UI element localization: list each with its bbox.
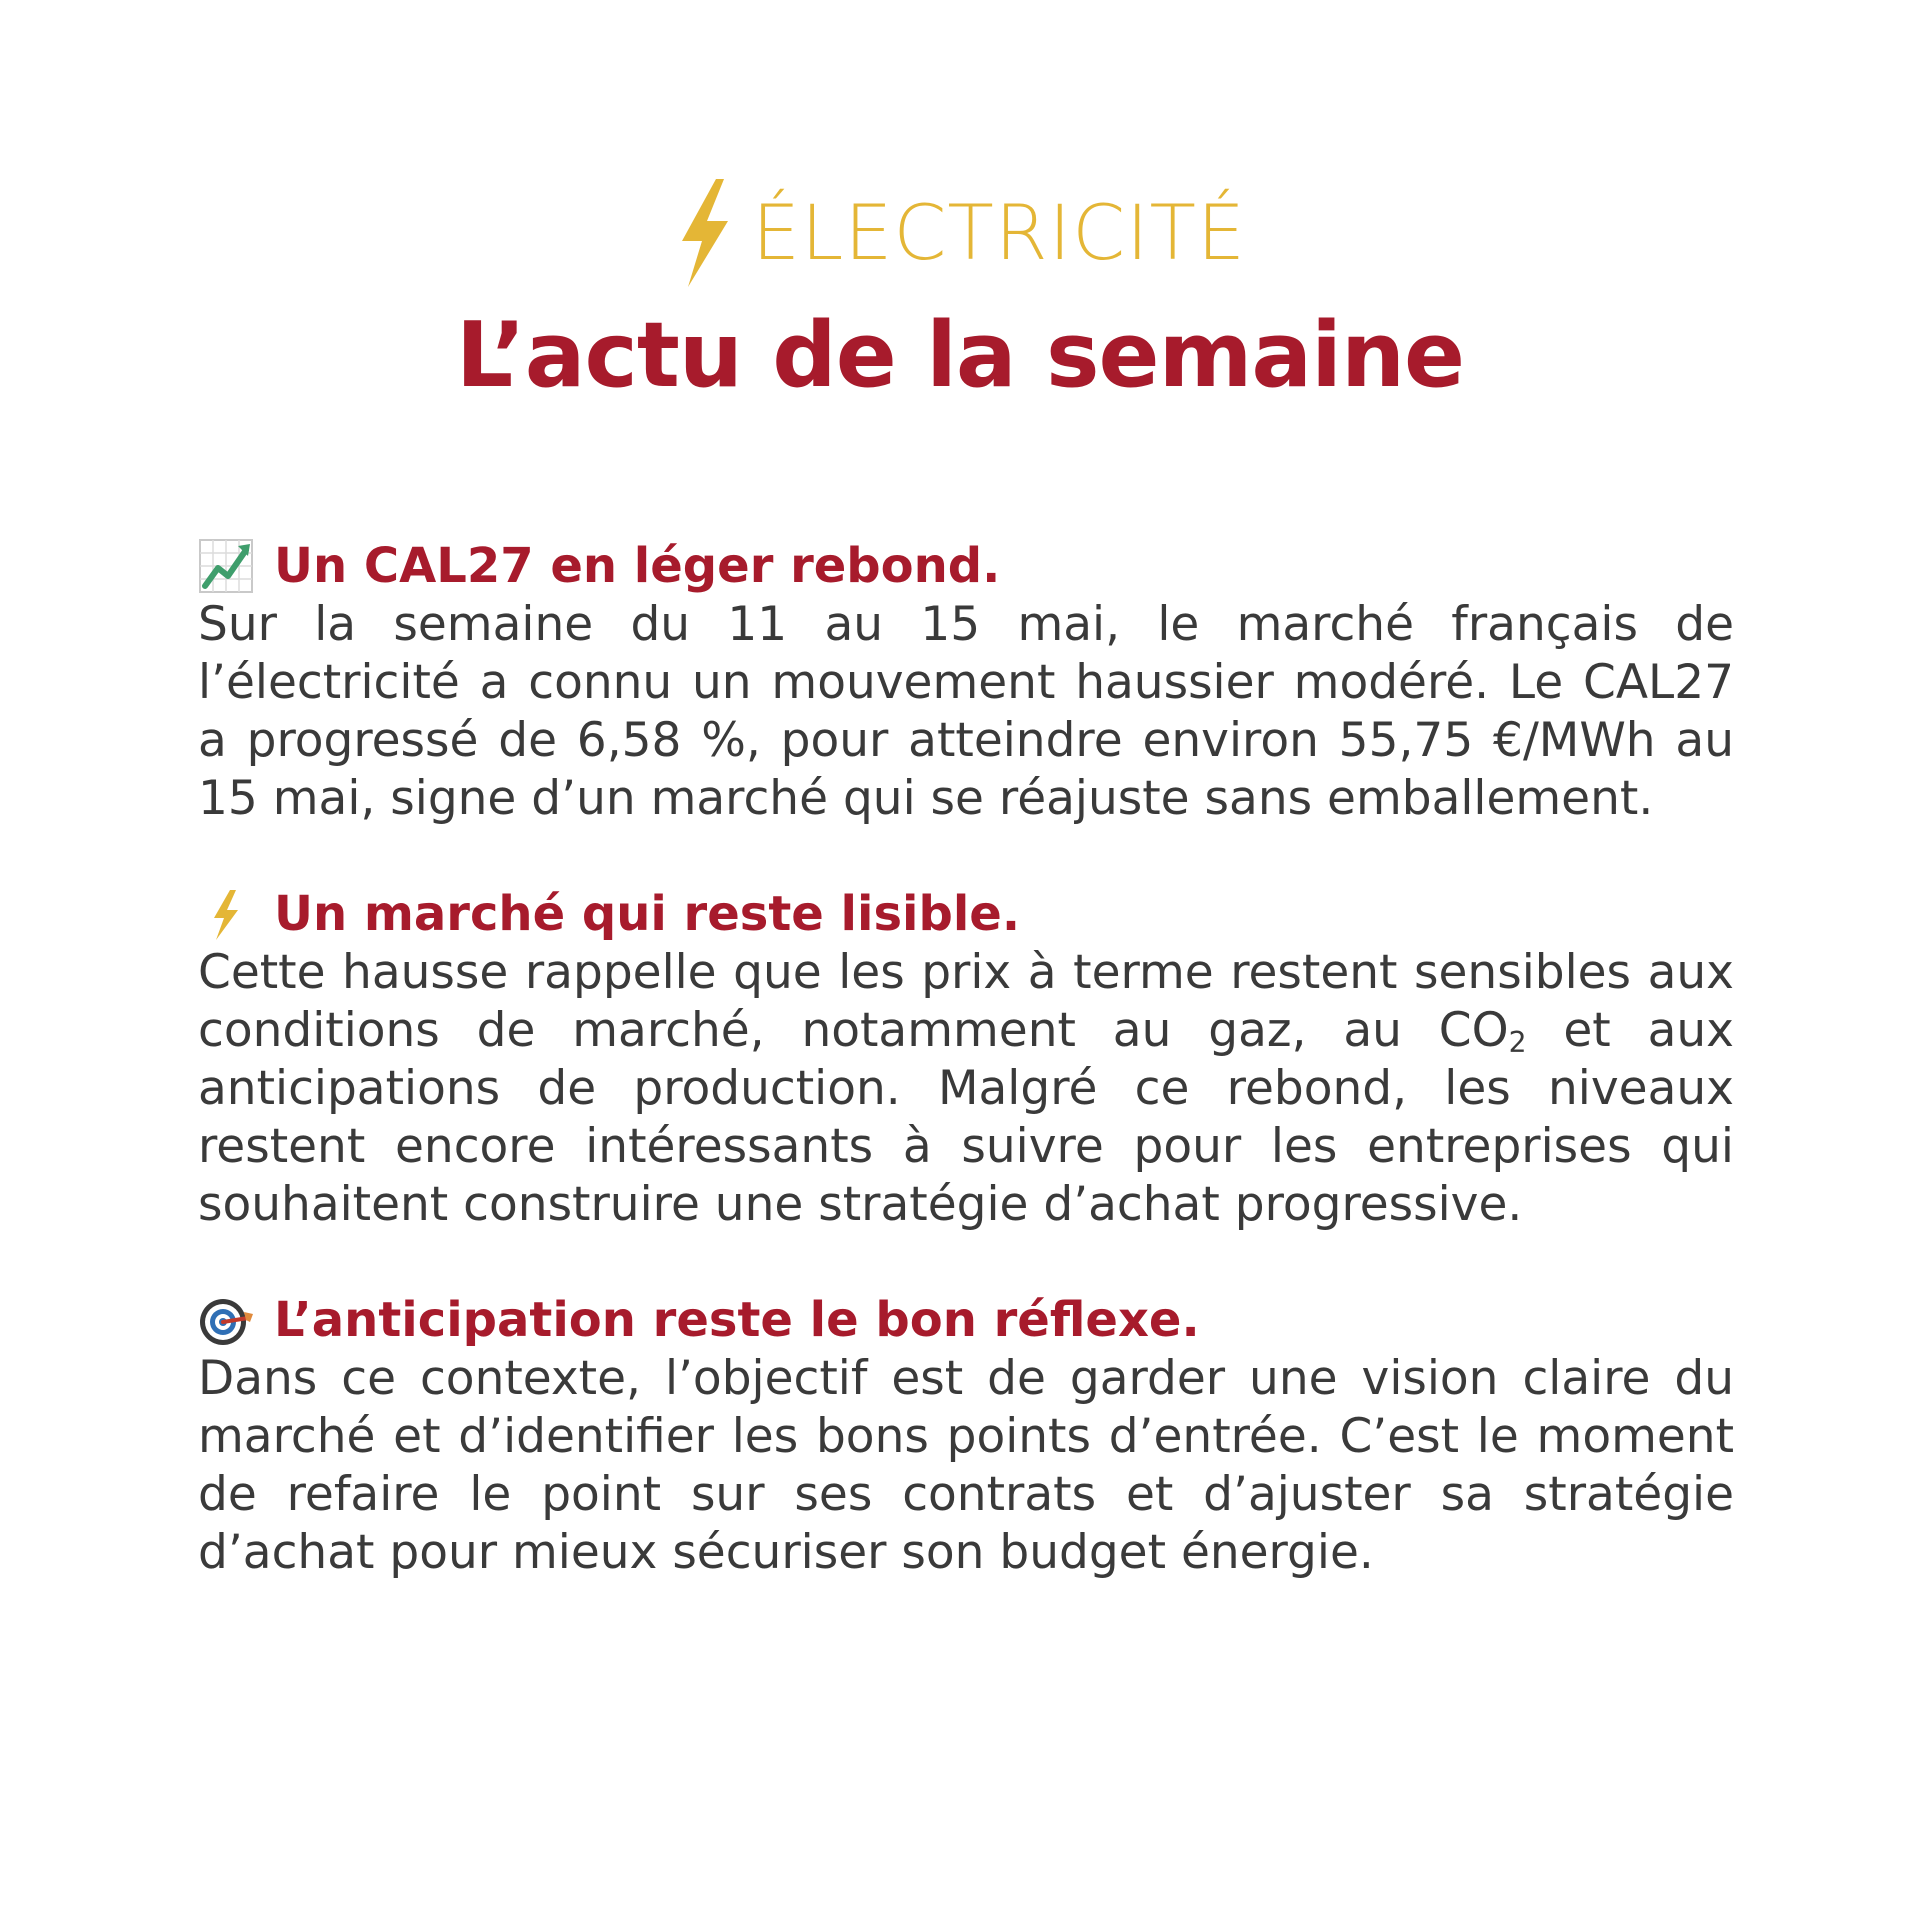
section-heading-text: L’anticipation reste le bon réflexe. [274,1292,1200,1348]
section-heading [198,1290,1734,1350]
category-text: ÉLECTRICITÉ [751,188,1246,277]
category-label [674,178,1246,288]
lightning-bolt-icon [674,179,734,287]
section-paragraph: Cette hausse rappelle que les prix à terme restent sensibles aux conditions de marché, notamment au gaz, au $CO_2$ et aux anticipations de production. Malgré ce rebond, les niveaux restent encore intéressants à suivre pour les entreprises qui souhaitent construire une stratégie d’achat progressive. [198,945,1734,1232]
section-readable-market [198,884,1734,1234]
section-cal27-rebound [198,536,1734,828]
section-paragraph: Dans ce contexte, l’objectif est de garder une vision claire du marché et d’identifier les bons points d’entrée. C’est le moment de refaire le point sur ses contrats et d’ajuster sa stratégie d’achat pour mieux sécuriser son budget énergie. [198,1351,1734,1580]
section-heading [198,536,1734,596]
section-paragraph: Sur la semaine du 11 au 15 mai, le marché français de l’électricité a connu un mouvement haussier modéré. Le CAL27 a progressé de 6,58 %, pour atteindre environ 55,75 €/MWh au 15 mai, signe d’un marché qui se réajuste sans emballement. [198,597,1734,826]
target-dart-icon [198,1292,254,1348]
header [0,178,1920,408]
section-heading-text: Un CAL27 en léger rebond. [274,538,1001,594]
article-body [198,536,1734,1638]
section-anticipation [198,1290,1734,1582]
section-heading [198,884,1734,944]
chart-increasing-icon [198,538,254,594]
lightning-bolt-icon [198,886,254,942]
page-title: L’actu de la semaine [455,303,1465,408]
section-heading-text: Un marché qui reste lisible. [274,886,1021,942]
